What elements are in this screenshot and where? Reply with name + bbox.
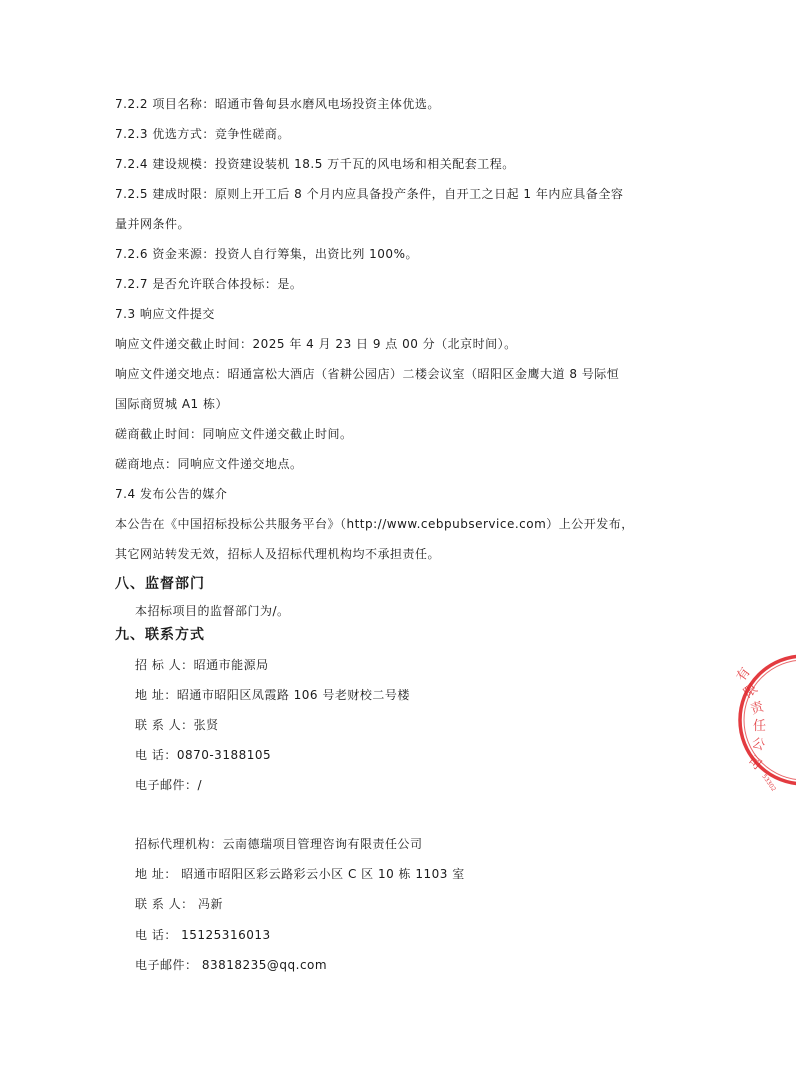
tenderer-contact: 联 系 人：张贤	[135, 718, 219, 732]
media-line2: 其它网站转发无效，招标人及招标代理机构均不承担责任。	[115, 547, 441, 561]
section-9-heading: 九、联系方式	[115, 627, 205, 643]
location-line1: 响应文件递交地点：昭通富松大酒店（省耕公园店）二楼会议室（昭阳区金鹰大道 8 号际恒	[115, 367, 620, 381]
agency-name: 招标代理机构：云南德瑞项目管理咨询有限责任公司	[135, 837, 423, 851]
svg-text:53302: 53302	[760, 773, 778, 793]
supervision-text: 本招标项目的监督部门为/。	[135, 604, 290, 618]
item-7-3-title: 7.3 响应文件提交	[115, 307, 215, 321]
item-7-4-title: 7.4 发布公告的媒介	[115, 487, 228, 501]
agency-email: 电子邮件： 83818235@qq.com	[135, 958, 328, 972]
item-7-2-7: 7.2.7 是否允许联合体投标：是。	[115, 277, 303, 291]
consult-deadline: 磋商截止时间：同响应文件递交截止时间。	[115, 427, 353, 441]
agency-contact: 联 系 人： 冯新	[135, 897, 223, 911]
svg-text:任: 任	[753, 719, 767, 734]
item-7-2-5-line1: 7.2.5 建成时限：原则上开工后 8 个月内应具备投产条件，自开工之日起 1 年内应具备全容	[115, 187, 624, 201]
svg-text:司: 司	[744, 753, 765, 774]
agency-address: 地 址： 昭通市昭阳区彩云路彩云小区 C 区 10 栋 1103 室	[135, 867, 465, 881]
svg-text:责: 责	[748, 699, 766, 718]
item-7-2-2: 7.2.2 项目名称：昭通市鲁甸县水磨风电场投资主体优选。	[115, 97, 440, 111]
tenderer-phone: 电 话：0870-3188105	[135, 748, 272, 762]
location-line2: 国际商贸城 A1 栋）	[115, 397, 228, 411]
deadline-text: 响应文件递交截止时间：2025 年 4 月 23 日 9 点 00 分（北京时间）。	[115, 337, 517, 351]
company-seal-stamp	[733, 652, 796, 793]
svg-text:公: 公	[749, 735, 767, 754]
media-line1: 本公告在《中国招标投标公共服务平台》（http://www.cebpubservice.com）上公开发布，	[115, 517, 634, 531]
svg-text:限: 限	[741, 681, 761, 702]
item-7-2-5-line2: 量并网条件。	[115, 217, 191, 231]
item-7-2-6: 7.2.6 资金来源：投资人自行筹集，出资比列 100%。	[115, 247, 418, 261]
item-7-2-3: 7.2.3 优选方式：竞争性磋商。	[115, 127, 290, 141]
tenderer-email: 电子邮件：/	[135, 778, 203, 792]
agency-phone: 电 话： 15125316013	[135, 928, 271, 942]
section-8-heading: 八、监督部门	[115, 576, 205, 592]
item-7-2-4: 7.2.4 建设规模：投资建设装机 18.5 万千瓦的风电场和相关配套工程。	[115, 157, 515, 171]
tenderer-address: 地 址：昭通市昭阳区凤霞路 106 号老财校二号楼	[135, 688, 410, 702]
tenderer-name: 招 标 人：昭通市能源局	[135, 658, 269, 672]
consult-location: 磋商地点：同响应文件递交地点。	[115, 457, 303, 471]
svg-text:有: 有	[733, 665, 754, 685]
